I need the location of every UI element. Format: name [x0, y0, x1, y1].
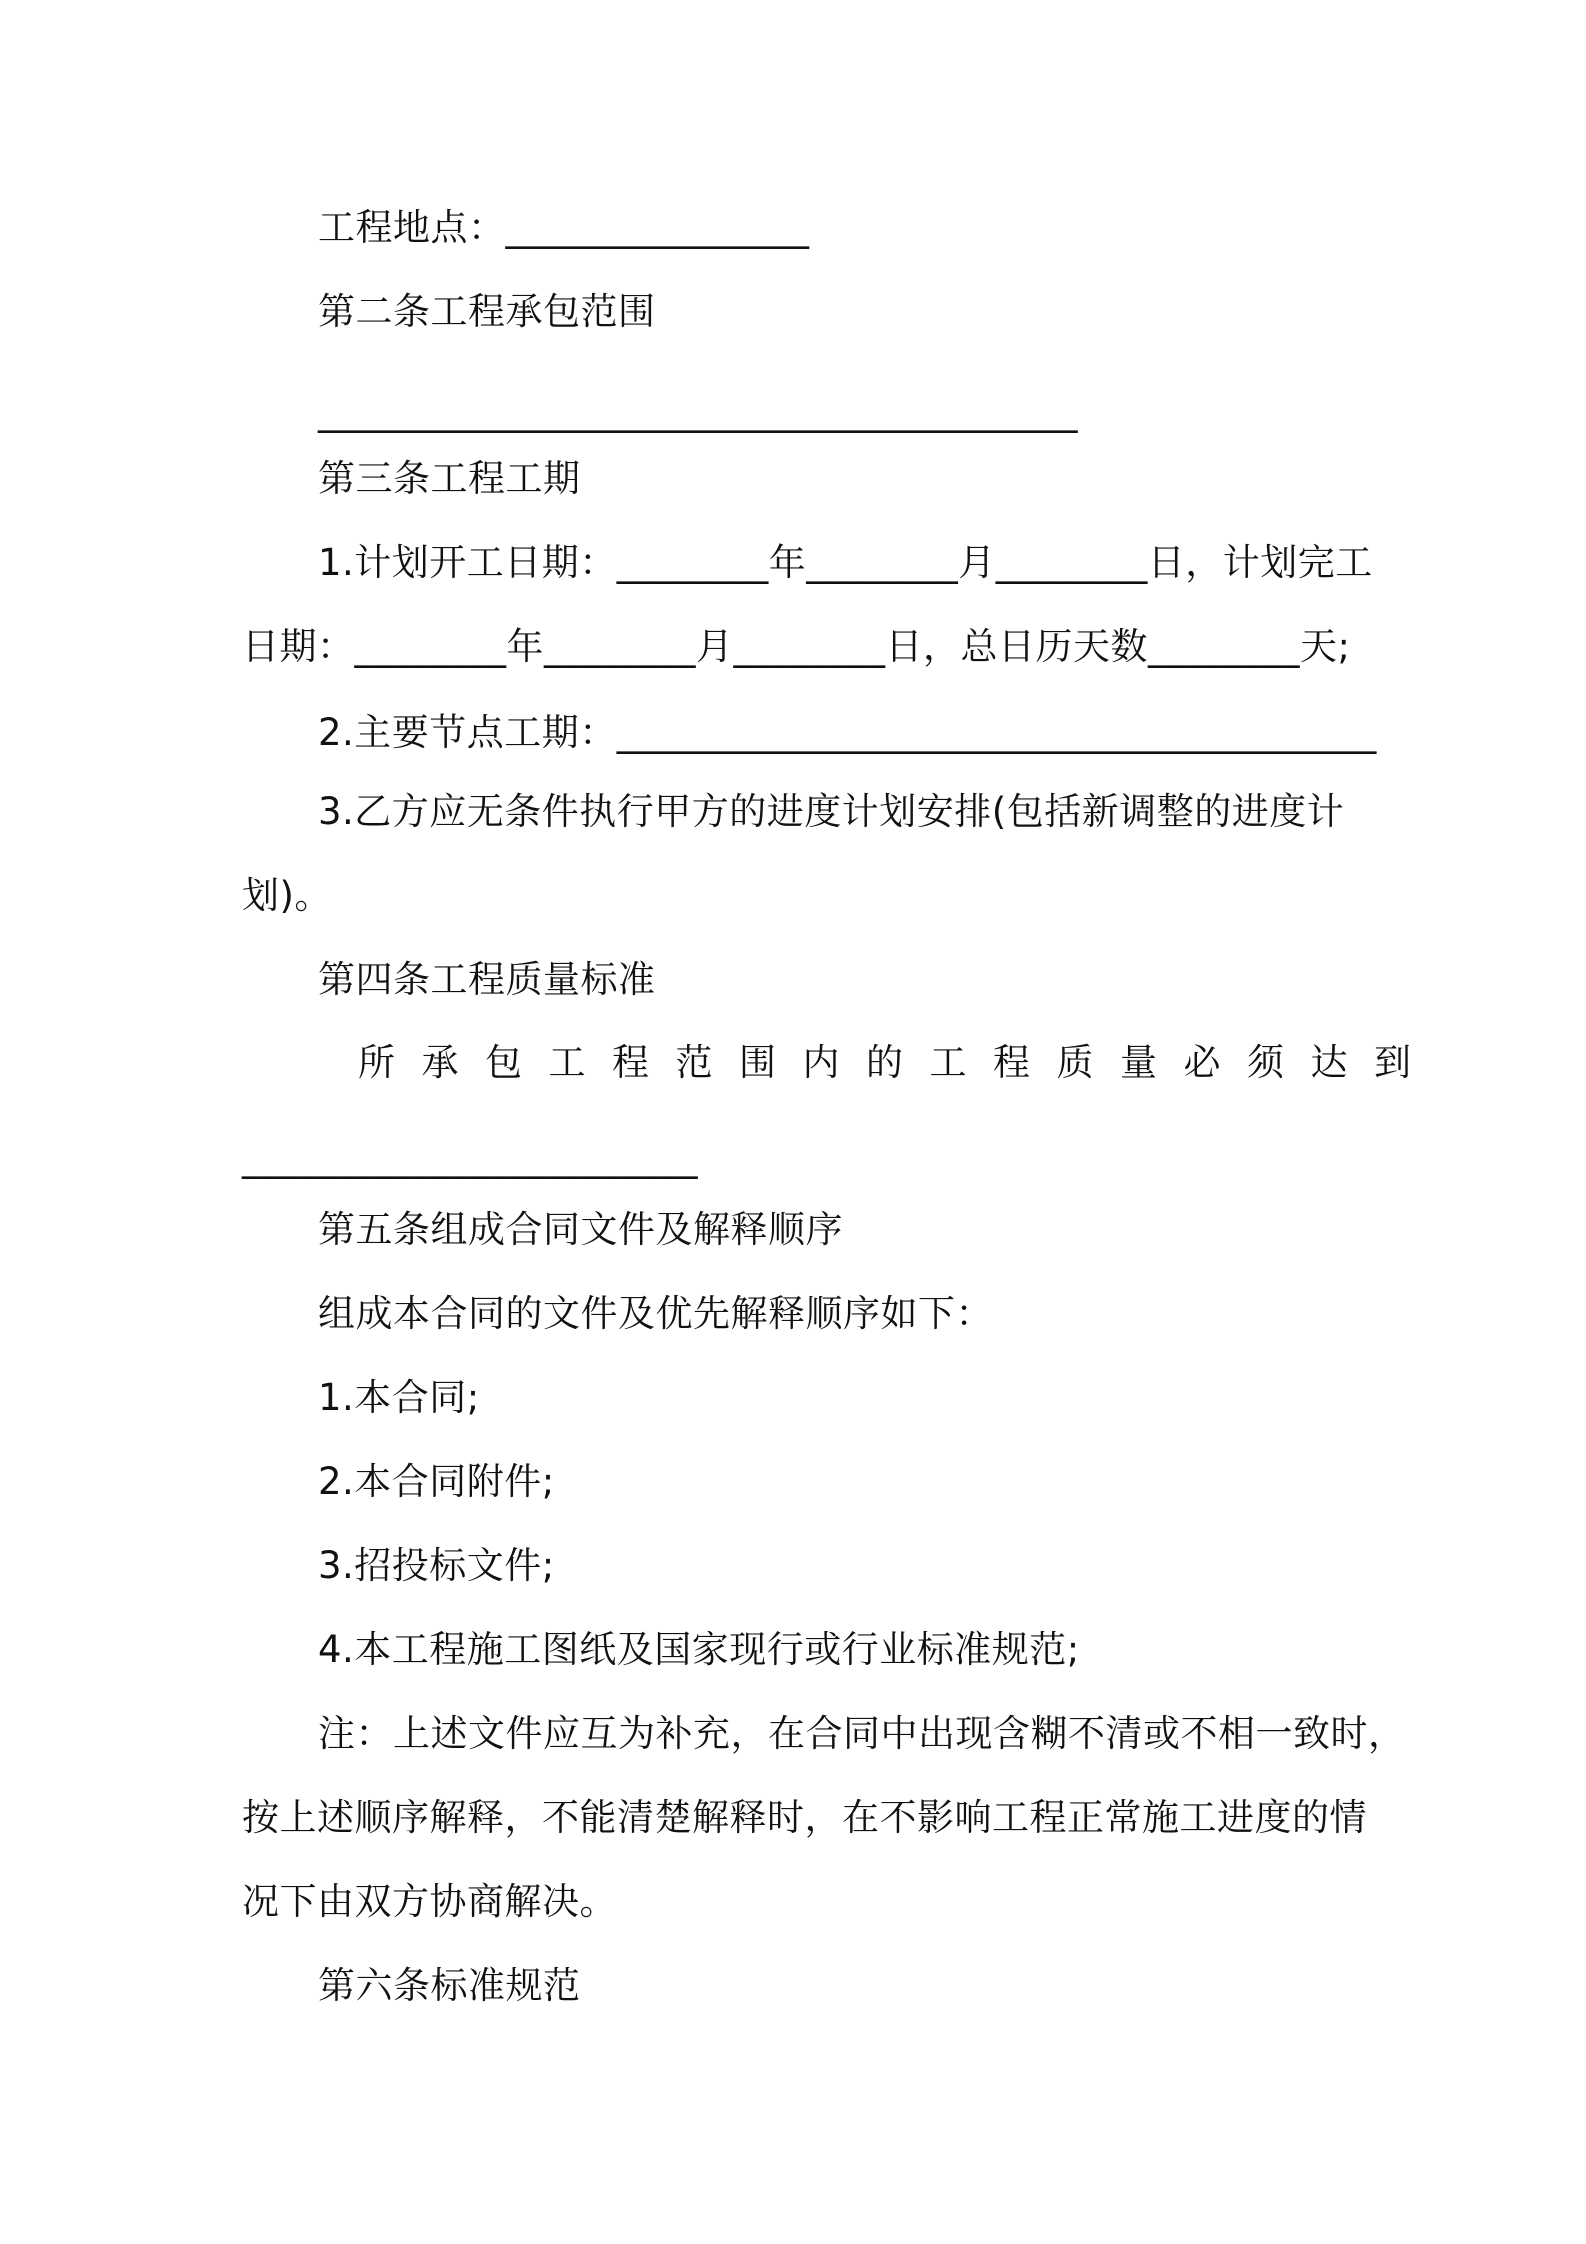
document-item-2: 2.本合同附件; — [318, 1460, 555, 1503]
quality-clause-line: 所承包工程范围内的工程质量必须达到 — [358, 1041, 1438, 1084]
quality-blank-line: ________________________ — [242, 1136, 698, 1179]
article-4-heading: 第四条工程质量标准 — [318, 958, 656, 1001]
planned-finish-line: 日期：________年________月________日，总日历天数________天; — [242, 625, 1351, 668]
documents-order-intro: 组成本合同的文件及优先解释顺序如下： — [318, 1292, 993, 1335]
article-5-heading: 第五条组成合同文件及解释顺序 — [318, 1208, 843, 1251]
schedule-clause-line-1: 3.乙方应无条件执行甲方的进度计划安排(包括新调整的进度计 — [318, 790, 1345, 833]
scope-blank-line: ________________________________________ — [318, 390, 1078, 433]
schedule-clause-line-2: 划)。 — [242, 874, 332, 917]
article-2-heading: 第二条工程承包范围 — [318, 290, 656, 333]
milestone-line: 2.主要节点工期：________________________________________ — [318, 711, 1377, 754]
article-6-heading: 第六条标准规范 — [318, 1964, 581, 2007]
note-line-2: 按上述顺序解释，不能清楚解释时，在不影响工程正常施工进度的情 — [242, 1796, 1367, 1839]
article-3-heading: 第三条工程工期 — [318, 457, 581, 500]
document-item-1: 1.本合同; — [318, 1376, 480, 1419]
project-location-line: 工程地点：________________ — [318, 206, 810, 249]
document-item-4: 4.本工程施工图纸及国家现行或行业标准规范; — [318, 1628, 1080, 1671]
note-line-1: 注：上述文件应互为补充，在合同中出现含糊不清或不相一致时， — [318, 1712, 1406, 1755]
document-item-3: 3.招投标文件; — [318, 1544, 555, 1587]
planned-start-line: 1.计划开工日期：________年________月________日，计划完工 — [318, 541, 1373, 584]
note-line-3: 况下由双方协商解决。 — [242, 1880, 617, 1923]
